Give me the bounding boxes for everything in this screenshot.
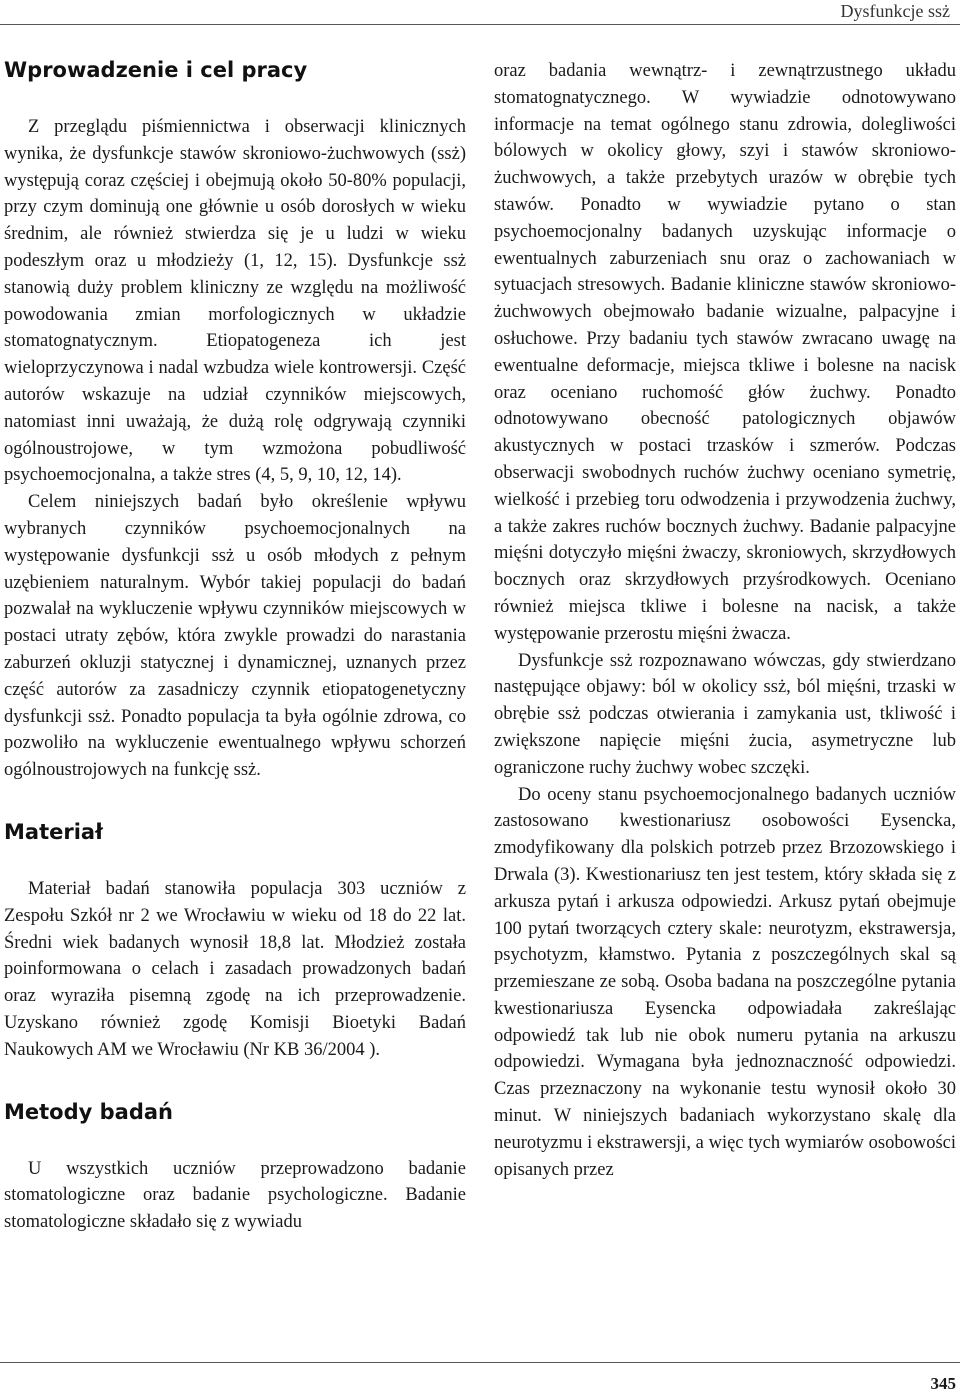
right-paragraph-3: Do oceny stanu psychoemocjonalnego badanych uczniów zastosowano kwestionariusz osobowości Eysencka, zmodyfikowany dla polskich potrzeb przez Brzozowskiego i Drwala (3). Kwestionariusz ten jest testem, który składa się z arkusza pytań i arkusza odpowiedzi. Arkusz pytań obejmuje 100 pytań tworzących cztery skale: neurotyzm, ekstrawersja, psychotyzm, kłamstwo. Pytania z poszczególnych skal są przemieszane ze sobą. Osoba badana na poszczególne pytania kwestionariusza Eysencka odpowiadała zakreślając odpowiedź tak lub nie obok numeru pytania na arkuszu odpowiedzi. Wymagana była jednoznaczność odpowiedzi. Czas przeznaczony na wykonanie testu wynosił około 30 minut. W niniejszych badaniach wykorzystano skalę dla neurotyzmu i ekstrawersji, a więc tych wymiarów osobowości opisanych przez	[494, 784, 956, 1180]
left-column	[4, 56, 466, 1236]
intro-heading: Wprowadzenie i cel pracy	[4, 58, 308, 82]
methods-heading: Metody badań	[4, 1099, 173, 1124]
footer-rule	[0, 1362, 960, 1363]
methods-paragraph: U wszystkich uczniów przeprowadzono badanie stomatologiczne oraz badanie psychologiczne. Badanie stomatologiczne składało się z wywiadu	[4, 1158, 466, 1233]
intro-paragraph-1: Z przeglądu piśmiennictwa i obserwacji klinicznych wynika, że dysfunkcje stawów skroniowo-żuchwowych (ssż) występują coraz częściej i obejmują około 50-80% populacji, przy czym dominują one głównie u osób dorosłych w wieku średnim, ale również stwierdza się je u ludzi w wieku podeszłym oraz u młodzieży (1, 12, 15). Dysfunkcje ssż stanowią duży problem kliniczny ze względu na możliwość powodowania zmian morfologicznych w układzie stomatognatycznym. Etiopatogeneza ich jest wieloprzyczynowa i nadal wzbudza wiele kontrowersji. Część autorów wskazuje na udział czynników miejscowych, natomiast inni uważają, że dużą rolę odgrywają czynniki ogólnoustrojowe, w tym wzmożona pobudliwość psychoemocjonalna, a także stres (4, 5, 9, 10, 12, 14).	[4, 117, 466, 486]
running-title: Dysfunkcje ssż	[840, 1, 950, 21]
right-column	[494, 58, 956, 1183]
header-rule	[0, 24, 960, 25]
right-paragraph-2: Dysfunkcje ssż rozpoznawano wówczas, gdy stwierdzano następujące objawy: ból w okolicy ssż, ból mięśni, trzaski w obrębie ssż podczas otwierania i zamykania ust, tkliwość i zwiększone napięcie mięśni żucia, asymetryczne lub ograniczone ruchy żuchwy wobec szczęki.	[494, 650, 956, 778]
right-paragraph-1: oraz badania wewnątrz- i zewnątrzustnego układu stomatognatycznego. W wywiadzie odnotowywano informacje na temat ogólnego stanu zdrowia, dolegliwości bólowych w okolicy głowy, szyi i stawów skroniowo-żuchwowych, a także przebytych urazów w obrębie tych stawów. Ponadto w wywiadzie pytano o stan psychoemocjonalny badanych uzyskując informacje o ewentualnych zaburzeniach snu oraz o zachowaniach w sytuacjach stresowych. Badanie kliniczne stawów skroniowo-żuchwowych obejmowało badanie wizualne, palpacyjne i osłuchowe. Przy badaniu tych stawów zwracano uwagę na ewentualne deformacje, miejsca tkliwe i bolesne na nacisk oraz oceniano ruchomość głów żuchwy. Ponadto odnotowywano obecność patologicznych objawów akustycznych w postaci trzasków i szmerów. Podczas obserwacji swobodnych ruchów żuchwy oceniano symetrię, wielkość i przebieg toru odwodzenia i przywodzenia żuchwy, a także zakres ruchów bocznych żuchwy. Badanie palpacyjne mięśni dotyczyło mięśni żwaczy, skroniowych, skrzydłowych bocznych oraz skrzydłowych przyśrodkowych. Oceniano również miejsca tkliwe i bolesne na nacisk, a także występowanie przerostu mięśni żwacza.	[494, 61, 956, 644]
page-number: 345	[930, 1374, 956, 1393]
material-paragraph: Materiał badań stanowiła populacja 303 uczniów z Zespołu Szkół nr 2 we Wrocławiu w wieku od 18 do 22 lat. Średni wiek badanych wynosił 18,8 lat. Młodzież została poinformowana o celach i zasadach prowadzonych badań oraz wyraziła pisemną zgodę na ich przeprowadzenie. Uzyskano również zgodę Komisji Bioetyki Badań Naukowych AM we Wrocławiu (Nr KB 36/2004 ).	[4, 878, 466, 1060]
intro-paragraph-2: Celem niniejszych badań było określenie wpływu wybranych czynników psychoemocjonalnych na występowanie dysfunkcji ssż u osób młodych z pełnym uzębieniem naturalnym. Wybór takiej populacji do badań pozwalał na wykluczenie wpływu czynników miejscowych w postaci utraty zębów, która zwykle prowadzi do narastania zaburzeń okluzji statycznej i dynamicznej, uznanych przez część autorów za zasadniczy czynnik etiopatogenetyczny dysfunkcji ssż. Ponadto populacja ta była ogólnie zdrowa, co pozwoliło na wykluczenie ewentualnego wpływu schorzeń ogólnoustrojowych na funkcję ssż.	[4, 492, 466, 781]
material-heading: Materiał	[4, 819, 103, 844]
